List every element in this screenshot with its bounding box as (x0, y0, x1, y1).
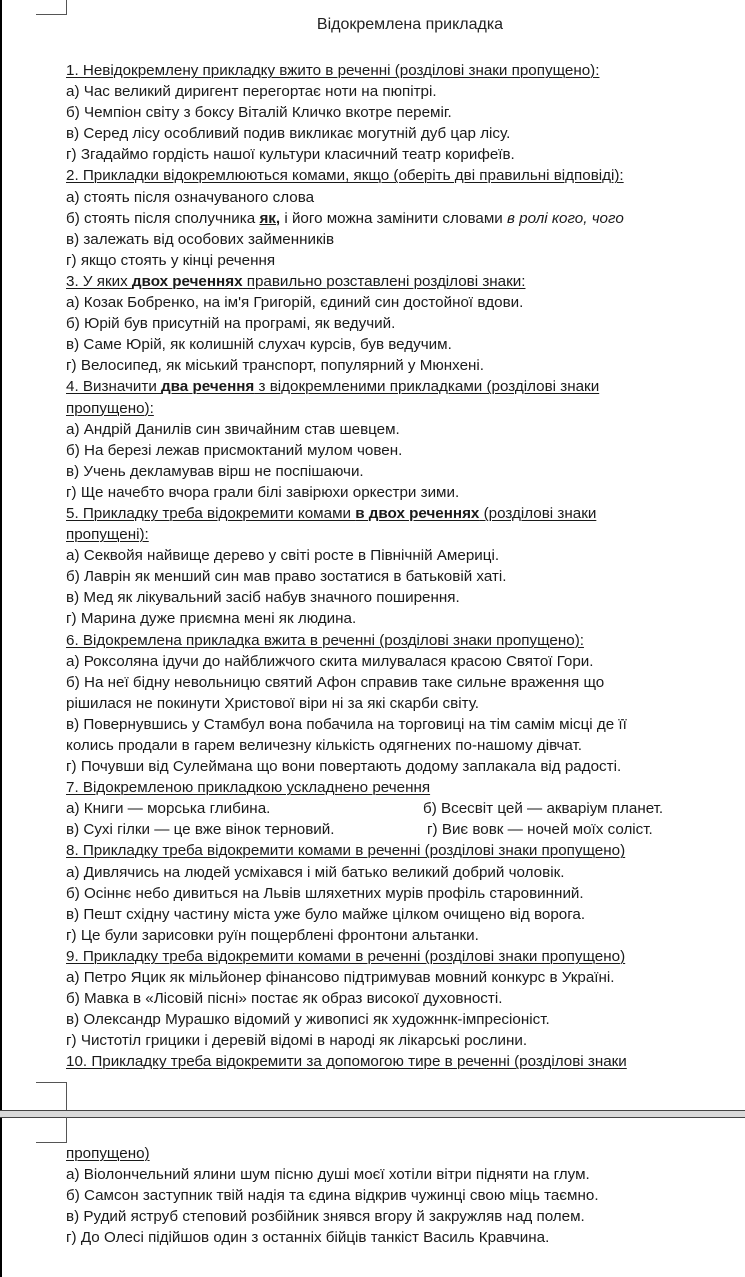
crop-mark (36, 1142, 66, 1143)
question-4 (66, 376, 726, 397)
option: г) якщо стоять у кінці речення (66, 251, 276, 269)
option: б) Лаврін як менший син мав право зостатися в батьковій хаті. (66, 568, 507, 586)
page-break-line (0, 1117, 745, 1118)
document-body (66, 60, 726, 1073)
option: а) Секвойя найвище дерево у світі росте в Північній Америці. (66, 547, 500, 565)
option: в) Серед лісу особливий подив викликає могутній дуб цар лісу. (66, 125, 511, 143)
option: г) Це були зарисовки руїн пощерблені фронтони альтанки. (66, 926, 479, 944)
crop-mark (66, 1117, 67, 1143)
option: в) Сухі гілки — це вже вінок терновий. (66, 821, 335, 839)
option-cont: колись продали в гарем величезну кількість одягнених по-нашому дівчат. (66, 737, 583, 754)
question-10: 10. Прикладку треба відокремити за допомогою тире в реченні (розділові знаки (66, 1053, 627, 1071)
keyword-yak: як, (259, 209, 281, 227)
option: а) Дивлячись на людей усміхався і мій батько великий добрий чоловік. (66, 863, 565, 881)
question-10-cont: пропущено) (66, 1145, 150, 1162)
option: а) Андрій Данилів син звичайним став шевцем. (66, 420, 400, 438)
option: в) Саме Юрій, як колишній слухач курсів, був ведучим. (66, 336, 452, 354)
option: г) Почувши від Сулеймана що вони повертають додому заплакала від радості. (66, 758, 622, 776)
question-7: 7. Відокремленою прикладкою ускладнено речення (66, 779, 431, 797)
option: б) На неї бідну невольницю святий Афон справив таке сильне враження що (66, 673, 605, 691)
option-row (66, 819, 726, 840)
option: в) залежать від особових займенників (66, 230, 335, 248)
question-text: з відокремленими прикладками (розділові знаки (254, 378, 600, 396)
question-text: правильно розставлені розділові знаки: (242, 272, 526, 290)
question-emphasis: в двох реченнях (355, 504, 480, 522)
option-italic: в ролі кого, чого (507, 209, 624, 227)
question-9: 9. Прикладку треба відокремити комами в реченні (розділові знаки пропущено) (66, 947, 626, 965)
option: г) Чистотіл грицики і деревій відомі в народі як лікарські рослини. (66, 1032, 528, 1050)
question-2: 2. Прикладки відокремлюються комами, якщо (оберіть дві правильні відповіді): (66, 167, 624, 185)
question-1: 1. Невідокремлену прикладку вжито в реченні (розділові знаки пропущено): (66, 62, 600, 79)
question-text: 3. У яких (66, 272, 132, 290)
option: а) Петро Яцик як мільйонер фінансово підтримував мовний конкурс в Україні. (66, 969, 615, 987)
crop-mark (36, 14, 66, 15)
question-6: 6. Відокремлена прикладка вжита в реченні (розділові знаки пропущено): (66, 631, 584, 649)
question-text: 4. Визначити (66, 378, 162, 396)
option: г) Виє вовк — ночей моїх соліст. (427, 821, 653, 839)
option: г) Згадаймо гордість нашої культури класичний театр корифеїв. (66, 146, 515, 164)
option: б) Мавка в «Лісовій пісні» постає як образ високої духовності. (66, 990, 503, 1008)
option: в) Олександр Мурашко відомий у живописі як художннк-імпресіоніст. (66, 1011, 550, 1029)
option: б) Всесвіт цей — акваріум планет. (423, 800, 664, 818)
option: б) Чемпіон світу з боксу Віталій Кличко вкотре переміг. (66, 104, 452, 122)
option: а) Козак Бобренко, на ім'я Григорій, єдиний син достойної вдови. (66, 294, 524, 312)
option: в) Учень декламував вірш не поспішаючи. (66, 462, 364, 480)
option: а) стоять після означуваного слова (66, 188, 315, 206)
question-text: (розділові знаки (479, 504, 597, 522)
option-text: і його можна замінити словами (280, 209, 507, 227)
option: в) Пешт східну частину міста уже було майже цілком очищено від ворога. (66, 905, 586, 923)
option: б) Осіннє небо дивиться на Львів шляхетних мурів профіль старовинний. (66, 884, 584, 902)
option: а) Час великий диригент перегортає ноти на пюпітрі. (66, 83, 437, 101)
option: г) До Олесі підійшов один з останніх бійців танкіст Василь Кравчина. (66, 1229, 550, 1247)
crop-mark (66, 0, 67, 15)
question-5 (66, 503, 726, 524)
option: б) На березі лежав присмоктаний мулом човен. (66, 441, 403, 459)
option: а) Віолончельний ялини шум пісню душі моєї хотіли вітри підняти на глум. (66, 1166, 590, 1184)
option: г) Марина дуже приємна мені як людина. (66, 610, 357, 628)
question-emphasis: двох реченнях (131, 272, 243, 290)
question-4-cont: пропущено): (66, 399, 154, 417)
option-text: б) стоять після сполучника (66, 209, 260, 227)
page-title: Відокремлена прикладка (316, 16, 504, 33)
option-cont: рішилася не покинути Христової віри ні за які скарби світу. (66, 694, 479, 712)
option: в) Повернувшись у Стамбул вона побачила на торговиці на тім самім місці де її (66, 715, 627, 733)
option: г) Ще начебто вчора грали білі завірюхи оркестри зими. (66, 483, 460, 501)
option-row (66, 798, 726, 819)
option: б) Юрій був присутній на програмі, як ведучий. (66, 315, 396, 333)
crop-mark (66, 1082, 67, 1110)
document-body-page-2 (66, 1143, 726, 1248)
page-left-edge (0, 0, 2, 1277)
option: в) Мед як лікувальний засіб набув значного поширення. (66, 589, 460, 607)
option: б) Самсон заступник твій надія та єдина відкрив чужинці свою міць таємно. (66, 1187, 599, 1205)
question-3 (66, 271, 726, 292)
question-5-cont: пропущені): (66, 526, 149, 544)
question-8: 8. Прикладку треба відокремити комами в реченні (розділові знаки пропущено) (66, 842, 626, 860)
crop-mark (36, 1082, 66, 1083)
option: в) Рудий яструб степовий розбійник знявся вгору й закружляв над полем. (66, 1208, 585, 1226)
option (66, 208, 726, 229)
option: а) Книги — морська глибина. (66, 800, 271, 818)
question-emphasis: два речення (161, 378, 255, 396)
option: г) Велосипед, як міський транспорт, популярний у Мюнхені. (66, 357, 485, 375)
question-text: 5. Прикладку треба відокремити комами (66, 504, 356, 522)
option: а) Роксоляна ідучи до найближчого скита милувалася красою Святої Гори. (66, 652, 594, 670)
